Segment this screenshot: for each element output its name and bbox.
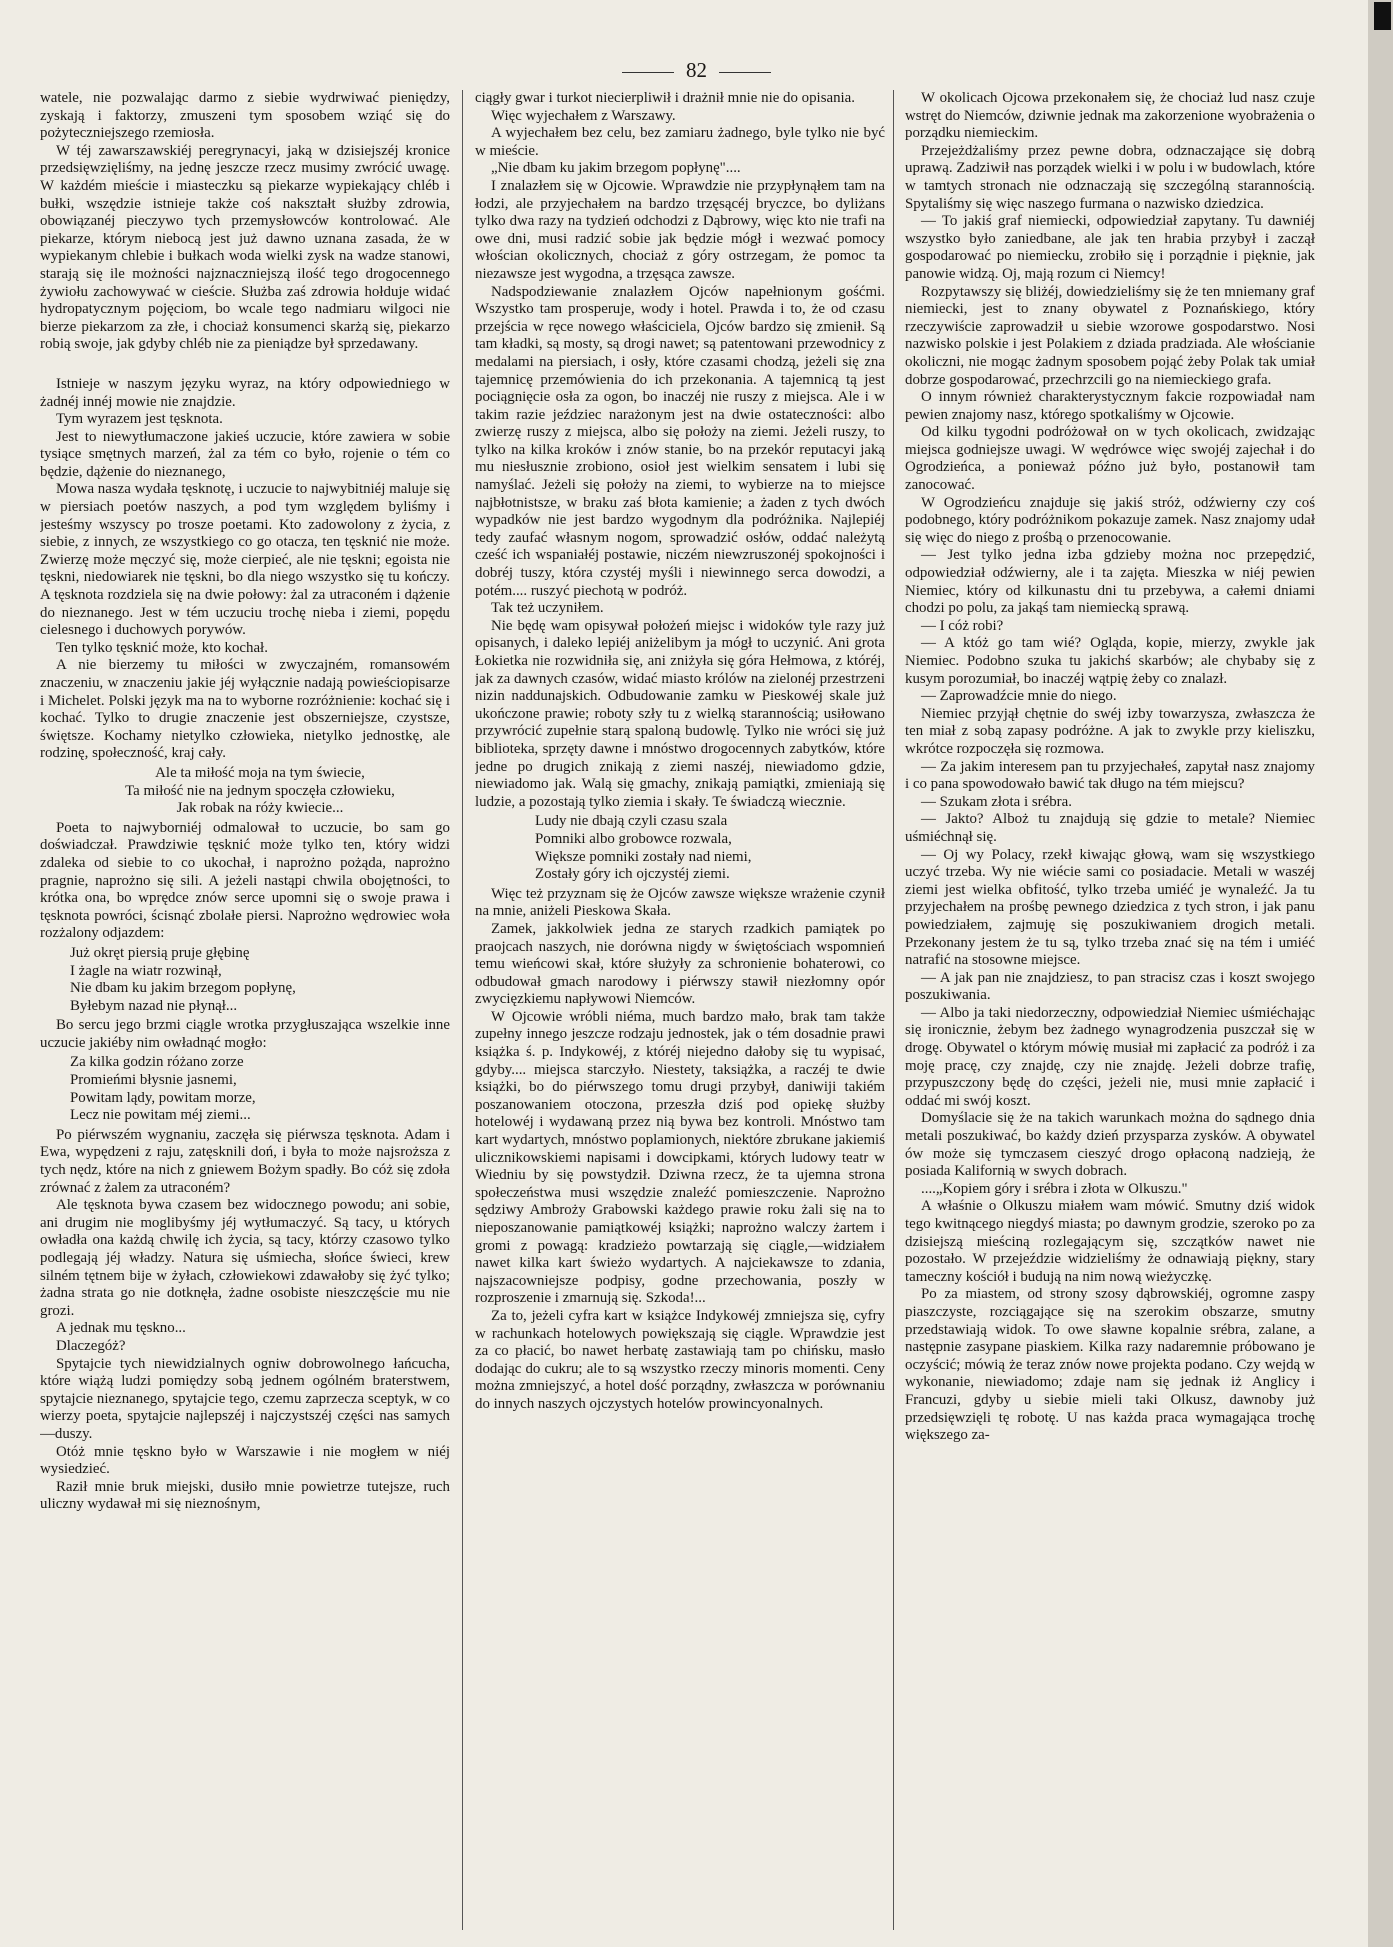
paragraph: ....„Kopiem góry i srébra i złota w Olkuszu." [921, 1180, 1188, 1197]
column-3 [905, 90, 1315, 1935]
paragraph: „Nie dbam ku jakim brzegom popłynę".... [491, 160, 741, 177]
column-rule [462, 90, 463, 1930]
verse-line: Zostały góry ich ojczystéj ziemi. [535, 866, 730, 883]
paragraph: A właśnie o Olkuszu miałem wam mówić. Smutny dziś widok tego kwitnącego niegdyś miasta; po dawnym grodzie, szeroko po za dzisiejszą mieściną rozlegającym się, szczątków nawet nie pozostało. W przejeździe widzieliśmy że odnawiają piękny, stary tameczny kościół i budują na nim nową wieżyczkę. [905, 1198, 1315, 1285]
paragraph: Bo sercu jego brzmi ciągle wrotka przygłuszająca wszelkie inne uczucie jakiéby nim owładnąć mogło: [40, 1017, 450, 1051]
paragraph: W téj zawarszawskiéj peregrynacyi, jaką w dzisiejszéj kronice przedsięwzięliśmy, na jednę jeszcze rzecz musimy zwrócić uwagę. W każdém mieście i miasteczku są piekarze wypiekający chléb i bułki, wszędzie istnieje także coś nakształt służby zdrowia, obowiązanéj pieczywo tych przemysłowców kontrolować. Ale piekarze, którym niebocą jest już dawno uznana zasada, że w wypiekanym chlebie i bułkach woda wielki zysk na wadze stanowi, starają się ile możności najznaczniejszą ilość tego drogocennego żywiołu zachowywać w cieście. Służba zaś zdrowia hołduje widać hydropatycznym pojęciom, bo wcale tego nadmiaru wilgoci nie bierze piekarzom za złe, i chociaż konsumenci skarżą się, piekarzo robią swoje, jak gdyby chléb nie za pieniądze był sprzedawany. [40, 142, 450, 353]
verse-line: Już okręt piersią pruje głębinę [70, 944, 250, 961]
paragraph: watele, nie pozwalając darmo z siebie wydrwiwać pieniędzy, zyskają i faktorzy, zmuszeni tym sposobem wziąć się do pożyteczniejszego rzemiosła. [40, 90, 450, 142]
paragraph: Po piérwszém wygnaniu, zaczęła się piérwsza tęsknota. Adam i Ewa, wypędzeni z raju, zatęsknili doń, i była to może najsroższa z tych nędz, które na nich z gniewem Bożym spadły. Bo cóż się zdoła zrównać z żalem za utraconém? [40, 1126, 450, 1196]
verse-line: Ludy nie dbają czyli czasu szala [535, 813, 728, 830]
paragraph: A wyjechałem bez celu, bez zamiaru żadnego, byle tylko nie być w mieście. [475, 125, 885, 159]
verse-line: Lecz nie powitam méj ziemi... [70, 1107, 251, 1124]
column-rule [893, 90, 894, 1930]
verse-line: I żagle na wiatr rozwinął, [70, 962, 222, 979]
paragraph: Od kilku tygodni podróżował on w tych okolicach, zwidzając miejsca godniejsze uwagi. W wędrówce więc swojéj zajechał i do Ogrodzieńca, a ponieważ późno już było, postanowił tam zanocować. [905, 424, 1315, 494]
verse [40, 765, 450, 818]
paragraph: — A któż go tam wié? Ogląda, kopie, mierzy, zwykle jak Niemiec. Podobno szuka tu jakichś skarbów; ale chybaby się z kusym porozumiał, bo inaczéj wątpię żeby co znalazł. [905, 635, 1315, 687]
paragraph: I znalazłem się w Ojcowie. Wprawdzie nie przypłynąłem tam na łodzi, ale przyjechałem na bardzo trzęsącéj bryczce, bo dyliżans tylko dwa razy na tydzień odchodzi z Dąbrowy, więc kto nie trafi na owe dni, musi radzić sobie jak będzie mógł i wezwać pomocy włościan okolicznych, chociaż z góry ostrzegam, że pomoc ta niezawsze jest wygodna, a trzęsąca zawsze. [475, 177, 885, 282]
paragraph: Nadspodziewanie znalazłem Ojców napełnionym gośćmi. Wszystko tam prosperuje, wody i hotel. Prawda i to, że od czasu przejścia w ręce nowego właściciela, Ojców bardzo się zmienił. Są tam kładki, są mosty, są drogi nawet; są patentowani przewodnicy z medalami na piersiach, i osły, które czasami chodzą, jeżeli się zna tajemnicę przemówienia do ich przekonania. A tajemnicą tą jest pociągnięcie osła za ogon, bo inaczéj nie ruszy z miejsca. Ale i w takim razie jeździec narażonym jest na dwie ostateczności: albo zwierzę ruszy z miejsca, albo się położy na ziemi. Jeżeli ruszy, to tylko na kilka kroków i znów stanie, bo na przekór reputacyi jaką mu niesłusznie zrobiono, osioł jest wielkim sensatem i lubi się namyślać. Jeżeli się położy na ziemi, to wybierze na to miejsce najbłotnistsze, w braku zaś błota kamienie; a żaden z tych dwóch wypadków nie jest bardzo wygodnym dla podróżnika. Najlepiéj tedy zaufać własnym nogom, sprowadzić osłów, oddać należytą cześć ich wspaniałéj postawie, niczém niewzruszonéj spokojności i dobréj tuszy, która czystéj myśli i niewinnego serca dowodzi, a potém.... ruszyć piechotą w podróż. [475, 283, 885, 599]
paragraph: Mowa nasza wydała tęsknotę, i uczucie to najwybitniéj maluje się w piersiach poetów naszych, a pod tym względem byliśmy i jesteśmy wszyscy po trosze poetami. Kto zadowolony z życia, z siebie, z innych, ze wszystkiego co go otacza, ten tęsknić nie może. Zwierzę może męczyć się, może cierpieć, ale nie tęskni; egoista nie tęskni, niedowiarek nie tęskni, bo dla niego wszystko się tu kończy. A tęsknota rozdziela się na dwie połowy: żal za utraconém i dążenie do nieznanego. Jest w tém uczuciu trochę nieba i ziemi, popędu cielesnego i duchowych porywów. [40, 481, 450, 639]
column-2 [475, 90, 885, 1935]
paragraph: — Za jakim interesem pan tu przyjechałeś, zapytał nasz znajomy i co pana spowodowało bawić tak długo na tém miejscu? [905, 758, 1315, 793]
paragraph: — Zaprowadźcie mnie do niego. [921, 688, 1117, 705]
verse-line: Promieńmi błysnie jasnemi, [70, 1072, 237, 1089]
header-rule-right [719, 72, 771, 73]
verse [40, 1054, 450, 1124]
paragraph: Za to, jeżeli cyfra kart w książce Indykowéj zmniejsza się, cyfry w rachunkach hotelowych powiększają się ciągle. Wprawdzie jest za co płacić, bo nawet herbatę zastawiają tam po chińsku, masło dodając do cukru; ale to są wszystko rzeczy minoris momenti. Ceny można zmniejszyć, a hotel dość porządny, zwłaszcza w porównaniu do innych naszych ojczystych hotelów prowincyonalnych. [475, 1307, 885, 1412]
paragraph: W Ogrodzieńcu znajduje się jakiś stróż, odźwierny czy coś podobnego, który podróżnikom pokazuje zamek. Nasz znajomy udał się więc do niego z prośbą o przenocowanie. [905, 494, 1315, 546]
verse-line: Byłebym nazad nie płynął... [70, 997, 238, 1014]
paragraph: — To jakiś graf niemiecki, odpowiedział zapytany. Tu dawniéj wszystko było zaniedbane, ale jak ten hrabia przybył i zaczął gospodarować po niemiecku, zrobiło się i porządnie i pięknie, jak panowie widzą. Oj, mają rozum ci Niemcy! [905, 213, 1315, 282]
paragraph: Spytajcie tych niewidzialnych ogniw dobrowolnego łańcucha, które wiążą ludzi pomiędzy sobą jednem ogólném braterstwem, spytajcie nieznanego, spytajcie tego, czemu zaprzecza sceptyk, w co wierzy poeta, spytajcie najlepszéj i najczystszéj części nas samych—duszy. [40, 1355, 450, 1442]
paragraph: A nie bierzemy tu miłości w zwyczajném, romansowém znaczeniu, w znaczeniu jakie jéj wyłącznie nadają powieściopisarze i Michelet. Polski język ma na to wyborne rozróżnienie: kochać się i kochać. Tylko to drugie znaczenie jest obszerniejsze, czystsze, świętsze. Kochamy nietylko człowieka, nietylko jednostkę, ale rodzinę, społeczność, kraj cały. [40, 657, 450, 762]
paragraph: Tym wyrazem jest tęsknota. [56, 411, 223, 428]
scan-edge [1368, 0, 1393, 1947]
paragraph: Niemiec przyjął chętnie do swéj izby towarzysza, zwłaszcza że ten miał z sobą zapasy podróżne. A jak to zwykle przy kieliszku, wkrótce rozpoczęła się rozmowa. [905, 705, 1315, 757]
paragraph: W Ojcowie wróbli niéma, much bardzo mało, brak tam także zupełny innego jeszcze rodzaju jednostek, jak o tém dosadnie prawi książka ś. p. Indykowéj, z któréj niejedno dałoby się tu wypisać, gdyby.... miejsca starczyło. Niestety, taksiążka, a raczéj te dwie książki, bo do piérwszego tomu drugi przybył, daniwiji takiém poszanowaniem otoczona, przeszła dziś pod opiekę służby hotelowéj i wydawaną przez nią bywa bez kontroli. Mnóstwo tam kart wydartych, mnóstwo poplamionych, niektóre zbrukane jakiemiś ulicznikowskiemi napisami i dowcipkami, których ludowy teatr w Wiedniu by się powstydził. Dziwna rzecz, że ta ujemna strona społeczeństwa musi wszędzie znaleźć pomieszczenie. Naprożno sędziwy Ambroży Grabowski każdego prawie roku żali się na to nieposzanowanie pamiątkowéj książki; naprożno walczy żartem i gromi z powagą: kradzieżo powtarzają się ciągle,—widziałem nawet kilka kart świeżo wydartych. A najciekawsze to zdania, najszacowniejsze podpisy, godne przechowania, poszły w rozproszenie i zmarnują się. Szkoda!... [475, 1008, 885, 1307]
verse-line: Powitam lądy, powitam morze, [70, 1089, 256, 1106]
paragraph: Rozpytawszy się bliżéj, dowiedzieliśmy się że ten mniemany graf niemiecki, jest to znany obywatel z Poznańskiego, który rzeczywiście zaprowadził u siebie wzorowe gospodarstwo. Nosi nazwisko polskie i jest Polakiem z dziada pradziada. Ale włościanie okoliczni, nie mogąc żadnym sposobem pojąć żeby Polak tak umiał dobrze gospodarować, przechrzcili go na niemieckiego grafa. [905, 283, 1315, 388]
paragraph: Dlaczegóż? [56, 1337, 126, 1354]
verse-line: Większe pomniki zostały nad niemi, [535, 848, 752, 865]
scan-marker [1374, 2, 1391, 30]
paragraph: W okolicach Ojcowa przekonałem się, że chociaż lud nasz czuje wstręt do Niemców, dziwnie jednak ma zakorzenione wyobrażenia o porządku niemieckim. [905, 90, 1315, 142]
verse [475, 813, 885, 883]
paragraph: Po za miastem, od strony szosy dąbrowskiéj, ogromne zaspy piaszczyste, rozciągające się na szerokim obszarze, smutny przedstawiają widok. To owe sławne kopalnie srébra, zalane, a następnie zasypane piaskiem. Kilka razy nadaremnie próbowano je oczyścić; mówią że teraz znów nowe projekta podano. Czy wejdą w wykonanie, niewiadomo; zdaje nam się jednak iż Anglicy i Francuzi, gdyby u siebie mieli taki Olkusz, dawnoby już przedsięwzięli tę robotę. U nas każda praca wymagająca trochę większego za- [905, 1286, 1315, 1444]
verse-line: Za kilka godzin różano zorze [70, 1054, 244, 1071]
verse-line: Ta miłość nie na jednym spoczęła człowieku, [125, 782, 395, 799]
paragraph: — Szukam złota i srébra. [921, 793, 1072, 810]
paragraph: Poeta to najwyborniéj odmalował to uczucie, bo sam go doświadczał. Prawdziwie tęsknić może tylko ten, który widzi zdaleka od siebie to co ukochał, i naprożno pożąda, naprożno pragnie, naprożno się sili. A jeżeli nastąpi chwila obojętności, to krótka ona, bo wprędce znów serce upomni się o swoje prawa i tęsknota powróci, ścisnąć zbolałe piersi. Naprożno wędrowiec woła rozżalony odjazdem: [40, 819, 450, 942]
paragraph: Zamek, jakkolwiek jedna ze starych rzadkich pamiątek po praojcach naszych, nie dorówna nigdy w świętościach wspomnień temu wieńcowi skał, które służyły za schronienie bohaterowi, co odbudował gmach narodowy i piérwszy stawił niezłomny opór zwycięzkiemu napływowi Niemców. [475, 920, 885, 1008]
verse [40, 945, 450, 1015]
paragraph: A jednak mu tęskno... [56, 1320, 186, 1337]
paragraph: Domyślacie się że na takich warunkach można do sądnego dnia metali poszukiwać, bo każdy dzień przysparza zysków. A obywatel ów może się tymczasem cieszyć drogo opłaconą nadzieją, że posiada Kalifornią w swych dobrach. [905, 1110, 1315, 1180]
paragraph: Otóż mnie tęskno było w Warszawie i nie mogłem w niéj wysiedzieć. [40, 1443, 450, 1478]
paragraph: Więc też przyznam się że Ojców zawsze większe wrażenie czynił na mnie, aniżeli Pieskowa Skała. [475, 885, 885, 920]
paragraph: Przejeżdżaliśmy przez pewne dobra, odznaczające się dobrą uprawą. Zadziwił nas porządek wielki i w polu i w budowlach, które w tamtych stronach nie odznaczają się szczególną starannością. Spytaliśmy się więc naszego furmana o nazwisko dziedzica. [905, 142, 1315, 212]
paragraph: — Oj wy Polacy, rzekł kiwając głową, wam się wszystkiego uczyć trzeba. Wy nie wiécie sami co posiadacie. Metali w waszéj ziemi jest wielka obfitość, tylko trzeba umiéć je wynaleźć. Ja tu przyjechałem na prośbę pewnego dziedzica z tych stron, i jak panu powiedziałem, zajmuję się poszukiwaniem drogich metali. Przekonany jestem że tu są, tylko trzeba znać się na tém i umiéć natrafić na stosowne miejsce. [905, 846, 1315, 969]
verse-line: Pomniki albo grobowce rozwala, [535, 830, 732, 847]
header-rule-left [622, 72, 674, 73]
verse-line: Jak robak na róży kwiecie... [176, 800, 344, 817]
paragraph: Tak też uczyniłem. [491, 600, 604, 617]
paragraph: Istnieje w naszym języku wyraz, na który odpowiedniego w żadnéj innéj mowie nie znajdzie. [40, 375, 450, 410]
paragraph: Więc wyjechałem z Warszawy. [491, 107, 676, 124]
paragraph: ciągły gwar i turkot niecierpliwił i drażnił mnie nie do opisania. [475, 90, 856, 106]
paragraph: Ale tęsknota bywa czasem bez widocznego powodu; ani sobie, ani drugim nie moglibyśmy jéj wytłumaczyć. Są tacy, u których owładła ona każdą chwilę ich życia, są tacy, którzy czasowo tylko podlegają jéj władzy. Natura się uśmiecha, słońce świeci, krew silném tętnem bije w żyłach, człowiekowi zdawałoby się żyć tylko; żadna strata go nie dotknęła, żadne osobiste nieszczęście mu nie grozi. [40, 1197, 450, 1319]
page-number: 82 [686, 58, 707, 82]
paragraph: Jest to niewytłumaczone jakieś uczucie, które zawiera w sobie tysiące smętnych marzeń, żal za tém co było, rojenie o tém co będzie, dążenie do nieznanego, [40, 428, 450, 480]
paragraph: — Albo ja taki niedorzeczny, odpowiedział Niemiec uśmiéchając się ironicznie, żebym bez żadnego wynagrodzenia puszczał się w drogę. Obywatel o którym mówię musiał mi zapłacić za podróż i za moję pracę, czy znajdę, czy nie znajdę. Jeżeli dobrze trafię, przypuszczony będę do części, jeżeli nie, musi mnie zapłacić i oddać mi swój koszt. [905, 1004, 1315, 1109]
verse-line: Ale ta miłość moja na tym świecie, [155, 764, 365, 781]
paragraph: — Jakto? Alboż tu znajdują się gdzie to metale? Niemiec uśmiéchnął się. [905, 811, 1315, 845]
paragraph: — Jest tylko jedna izba gdzieby można noc przepędzić, odpowiedział odźwierny, ale i ta zajęta. Mieszka w niéj pewien Niemiec, który od kilkunastu dni tu przebywa, a całemi dniami chodzi po polu, za jakąś tam niemiecką sprawą. [905, 547, 1315, 617]
page-number-header [0, 58, 1393, 83]
paragraph: — I cóż robi? [921, 617, 1004, 634]
verse-line: Nie dbam ku jakim brzegom popłynę, [70, 980, 296, 997]
paragraph: — A jak pan nie znajdziesz, to pan stracisz czas i koszt swojego poszukiwania. [905, 969, 1315, 1004]
paragraph: Raził mnie bruk miejski, dusiło mnie powietrze tutejsze, ruch uliczny wydawał mi się nieznośnym, [40, 1478, 450, 1513]
column-1 [40, 90, 450, 1935]
paragraph: O innym również charakterystycznym fakcie rozpowiadał nam pewien znajomy nasz, którego spotkaliśmy w Ojcowie. [905, 389, 1315, 423]
paragraph: Nie będę wam opisywał położeń miejsc i widoków tyle razy już opisanych, i daleko lepiéj aniżelibym ja mógł to uczynić. Ani grota Łokietka nie rozwidniła się, ani zniżyła się góra Hełmowa, z któréj, jak za dawnych czasów, widać miasto królów na zielonéj przestrzeni nizin naddunajskich. Odbudowanie zamku w Pieskowéj skale już ukończone prawie; roboty szły tu z wielką starannością; usiłowano przywrócić zupełnie starą spaloną budowlę. Tylko nie wróci się już biblioteka, sprzęty dawne i mnóstwo drogocennych zabytków, które jedne po drugich znikają z ziemi naszéj, niewiadomo gdzie, niewiadomo jak. Walą się gmachy, znikają pamiątki, zmieniają się ludzie, a pozostają tylko ziemia i skały. Te świadczą wiecznie. [475, 617, 885, 810]
paragraph: Ten tylko tęsknić może, kto kochał. [56, 639, 268, 656]
